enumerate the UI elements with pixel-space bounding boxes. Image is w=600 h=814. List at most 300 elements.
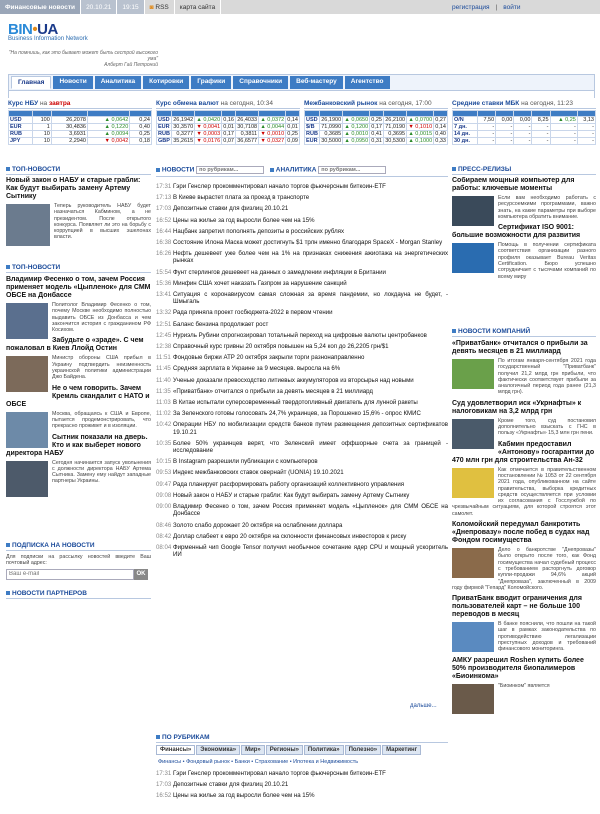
rate-cell: ▼ 0,0042 bbox=[87, 138, 129, 145]
news-row[interactable] bbox=[156, 399, 448, 406]
news-time: 12:45 bbox=[156, 331, 172, 339]
rate-row bbox=[453, 131, 596, 138]
news-title[interactable]: В Киеве вырастет плата за проезд в транспорте bbox=[173, 194, 310, 202]
news-title[interactable]: Индекс межбанковских ставок овернайт (UONIA) 19.10.2021 bbox=[173, 469, 344, 477]
news-time: 08:04 bbox=[156, 543, 172, 551]
headline[interactable]: Собираем мощный компьютер для работы: ключевые моменты bbox=[452, 177, 575, 192]
news-time: 13:32 bbox=[156, 309, 172, 317]
rate-cell: ▲ 0,0420 bbox=[196, 117, 221, 123]
news-time: 10:15 bbox=[156, 458, 172, 466]
rubric-tab-6[interactable]: Маркетинг bbox=[382, 745, 421, 755]
rate-row bbox=[157, 131, 300, 138]
rate-cell: ▲ 0,1220 bbox=[87, 124, 129, 131]
headline[interactable]: Кабмин предоставил «Антонову» госгарантии до 470 млн грн для строительства Ан-32 bbox=[452, 440, 595, 464]
rate-cell: 0,25 bbox=[130, 131, 152, 138]
rubric-subcategories[interactable]: Финансы • Фондовый рынок • Банки • Страхование • Ипотека и Недвижимость bbox=[158, 759, 359, 765]
news-photo[interactable] bbox=[452, 359, 494, 389]
news-title[interactable]: «Приватбанк» отчитался о прибыли за девять месяцев в 21 миллиард bbox=[173, 387, 373, 395]
news-time: 09:08 bbox=[156, 491, 172, 499]
news-row[interactable] bbox=[156, 421, 448, 435]
interbank-rates: Межбанковский рынок на сегодня, 17:00 USD 26,1900 ▲ 0,0650 0,25 26,2100 ▲ 0,0700 0,27 $/B 71,0990 ▲ 0,1200 0,17 71,0190 ▼ 0,1010 0,14 RUB 0,3685 ▲ 0,0010 0,41 0,3695 ▲ 0,0015 0,40 EUR 30,5000 ▲ 0,0950 0,31 30,5300 ▲ 0,1000 0,33 bbox=[304, 100, 446, 144]
site-section-label: Финансовые новости bbox=[0, 0, 81, 14]
currency-code[interactable]: EUR bbox=[9, 124, 33, 131]
news-title[interactable]: Состояние Илона Маска может достигнуть $1 трлн именно благодаря SpaceX - Morgan Stanley bbox=[173, 239, 443, 247]
rate-cell: 0,07 bbox=[223, 138, 234, 144]
news-text: Если вам необходимо работать с ресурсоемкими программами, важно знать, на какие параметры при выборе компьютера обратить внимание. bbox=[498, 195, 596, 220]
headline[interactable]: Забудьте о «зраде». С чем пожаловал в Киев Ллойд Остин bbox=[6, 337, 144, 353]
rate-cell: 30,5300 bbox=[385, 138, 406, 144]
news-title[interactable]: Операции НБУ по мобилизации средств банков путем размещения депозитных сертификатов 19.10.21 bbox=[173, 421, 448, 436]
currency-code[interactable]: EUR bbox=[158, 124, 170, 130]
list-item bbox=[452, 400, 596, 437]
rate-cell: 0,33 bbox=[435, 138, 446, 144]
news-row[interactable] bbox=[156, 469, 448, 476]
news-row[interactable] bbox=[156, 792, 448, 799]
headline[interactable]: ПриватБанк вводит ограничения для пользователей карт – не больше 100 переводов в месяц bbox=[452, 595, 582, 619]
rate-cell: 71,0990 bbox=[321, 124, 342, 130]
list-item bbox=[452, 657, 596, 689]
news-title[interactable]: Новый закон о НАБУ и старые грабли: Как будут выбирать замену Артему Сытнику bbox=[173, 491, 410, 499]
rate-cell: 71,0190 bbox=[385, 124, 406, 130]
rate-cell: 26,1900 bbox=[321, 117, 342, 123]
news-row[interactable] bbox=[156, 321, 448, 328]
rate-cell: ▲ 0,0642 bbox=[87, 117, 129, 124]
news-title[interactable]: Доллар слабеет к евро 20 октября на склонности финансовых инвесторов к риску bbox=[173, 532, 407, 540]
news-row[interactable] bbox=[156, 205, 448, 212]
news-row[interactable] bbox=[156, 377, 448, 384]
headline[interactable]: Владимир Фесенко о том, зачем Россия применяет модель «Цыпленок» для СММ ОБСЕ на Донбассе bbox=[6, 276, 151, 299]
rate-cell: 0,01 bbox=[287, 124, 298, 130]
time-label: 19:15 bbox=[117, 0, 144, 14]
news-row[interactable] bbox=[156, 239, 448, 246]
tab-0[interactable]: Главная bbox=[11, 76, 51, 89]
currency-code[interactable]: 14 дн. bbox=[453, 131, 478, 138]
news-photo[interactable] bbox=[6, 303, 48, 339]
news-photo[interactable] bbox=[452, 419, 494, 449]
news-text: "Биоинком" является bbox=[498, 682, 550, 689]
rate-cell: ▲ 0,0094 bbox=[87, 131, 129, 138]
news-time: 16:38 bbox=[156, 239, 172, 247]
rate-cell: 1 bbox=[32, 124, 51, 131]
news-photo[interactable] bbox=[452, 548, 494, 578]
rate-row bbox=[453, 117, 596, 124]
company-news-header: НОВОСТИ КОМПАНИЙ bbox=[452, 328, 596, 337]
rate-cell: 0,3695 bbox=[384, 131, 407, 138]
rate-cell: - bbox=[514, 124, 532, 131]
headline[interactable]: Коломойский передумал банкротить «Днепровазу» после побед в судах над Фондом госимущества bbox=[452, 521, 590, 545]
news-row[interactable] bbox=[156, 354, 448, 361]
rate-cell: 10 bbox=[32, 131, 51, 138]
analytics-label[interactable]: АНАЛИТИКА bbox=[275, 166, 317, 174]
headline[interactable]: Сертификат ISO 9001: большие возможности для развития bbox=[452, 224, 581, 240]
rate-cell: 0,00 bbox=[514, 117, 532, 124]
news-title[interactable]: Цены на жилье за год выросли более чем на 15% bbox=[173, 216, 315, 224]
rate-cell: 7,50 bbox=[478, 117, 496, 124]
news-title[interactable]: Золото слабо дорожает 20 октября на ослаблении доллара bbox=[173, 521, 343, 529]
rubric-feed bbox=[156, 770, 448, 804]
news-text: Как отмечается в правительственном постановлении № 1053 от 22 сентября 2021 года, опубликованном на сайте правительства, выборка кредитных средств осуществляется при условии их согласования с Госслужбой по чрезвычайным ситуациям, для которой строятся этот самолет. bbox=[452, 466, 596, 517]
analytics-rubric-select[interactable]: по рубрикам... bbox=[318, 166, 386, 174]
rate-cell: 0,3811 bbox=[236, 131, 259, 138]
news-title[interactable]: Минфин США хочет наказать Газпром за нарушение санкций bbox=[173, 279, 347, 287]
news-photo[interactable] bbox=[6, 356, 48, 392]
news-photo[interactable] bbox=[452, 622, 494, 652]
news-row[interactable] bbox=[156, 388, 448, 395]
news-title[interactable]: Гэри Генслер прокомментировал начало торгов фьючерсным биткоин-ETF bbox=[173, 770, 386, 777]
news-text: Сегодня начинается запуск увольнения с должности директора НАБУ Артема Сытника. Замену ему найдут западные партнеры Украины. bbox=[52, 459, 151, 485]
news-time: 15:54 bbox=[156, 268, 172, 276]
currency-code[interactable]: 7 дн. bbox=[453, 124, 478, 131]
subscribe-button[interactable]: OK bbox=[134, 569, 148, 580]
news-title[interactable]: Рада приняла проект госбюджета-2022 в первом чтении bbox=[173, 309, 333, 317]
rate-cell: - bbox=[550, 131, 577, 138]
rss-link[interactable]: ◙ RSS bbox=[145, 0, 175, 14]
rate-cell: 30,5000 bbox=[321, 138, 342, 144]
news-time: 11:40 bbox=[156, 376, 171, 384]
news-text: Москва, обращаясь к США и Европе, пытается продемонстрировать, что прекрасно проживет и в изоляции. bbox=[52, 410, 151, 430]
more-link[interactable]: дальше... bbox=[410, 703, 437, 709]
login-link[interactable]: войти bbox=[503, 3, 521, 11]
news-time: 17:03 bbox=[156, 781, 172, 789]
headline[interactable]: Сытник показали на дверь. Кто и как выберет нового директора НАБУ bbox=[6, 433, 148, 457]
currency-code[interactable]: USD bbox=[158, 117, 170, 123]
news-photo[interactable] bbox=[452, 243, 494, 273]
feed-controls bbox=[156, 166, 448, 177]
tab-3[interactable]: Котировки bbox=[143, 76, 189, 89]
news-title[interactable]: Цены на жилье за год выросли более чем на 15% bbox=[173, 792, 315, 800]
news-row[interactable] bbox=[156, 183, 448, 190]
list-item bbox=[6, 276, 151, 333]
news-title[interactable]: Более 50% украинцев верят, что Зеленский имеет оффшорные счета за границей - исследование bbox=[173, 439, 448, 455]
news-text: Кроме того, суд постановил дополнительно взыскать с ГНС в пользу «Укрнафты» 15,3 млн грн пени. bbox=[498, 417, 596, 437]
rate-cell: 0,14 bbox=[435, 124, 446, 130]
news-feed bbox=[156, 183, 448, 562]
news-row[interactable] bbox=[156, 250, 448, 264]
rate-cell: 0,16 bbox=[223, 117, 234, 123]
news-time: 10:35 bbox=[156, 439, 172, 447]
news-row[interactable] bbox=[156, 280, 448, 287]
news-row[interactable] bbox=[156, 544, 448, 558]
rate-cell: 26,4033 bbox=[237, 117, 258, 123]
rate-row bbox=[157, 124, 300, 131]
news-time: 13:41 bbox=[156, 291, 172, 299]
news-time: 12:38 bbox=[156, 343, 172, 351]
rate-cell: 0,31 bbox=[371, 138, 382, 144]
top-bar: Финансовые новости 20.10.21 19:15 ◙ RSS карта сайта регистрация | войти bbox=[0, 0, 600, 14]
news-row[interactable] bbox=[156, 522, 448, 529]
news-row[interactable] bbox=[156, 503, 448, 517]
news-title[interactable]: Гэри Генслер прокомментировал начало торгов фьючерсным биткоин-ETF bbox=[173, 183, 386, 190]
rate-cell: 0,14 bbox=[287, 117, 298, 123]
news-time: 11:45 bbox=[156, 365, 171, 373]
news-time: 16:52 bbox=[156, 216, 172, 224]
rate-cell: - bbox=[496, 138, 514, 145]
currency-code[interactable]: USD bbox=[306, 117, 318, 123]
rubric-tab-5[interactable]: Полезно» bbox=[345, 745, 382, 755]
rubric-tab-2[interactable]: Мир» bbox=[241, 745, 265, 755]
currency-code[interactable]: GBP bbox=[158, 138, 170, 144]
date-label: 20.10.21 bbox=[81, 0, 117, 14]
top-news-headline[interactable]: Новый закон о НАБУ и старые грабли: Как будут выбирать замену Артему Сытнику bbox=[6, 177, 141, 200]
register-link[interactable]: регистрация bbox=[452, 3, 490, 11]
press-header: ПРЕСС-РЕЛИЗЫ bbox=[452, 166, 596, 175]
news-photo[interactable] bbox=[452, 196, 494, 226]
rate-cell: ▲ 0,1200 bbox=[344, 124, 369, 130]
news-photo[interactable] bbox=[452, 684, 494, 714]
tab-4[interactable]: Графики bbox=[191, 76, 231, 89]
news-title[interactable]: Нацбанк запретил пополнять депозиты в российских рублях bbox=[173, 227, 345, 235]
rate-cell: ▼ 0,0041 bbox=[196, 124, 221, 130]
news-rubric-select[interactable]: по рубрикам... bbox=[196, 166, 264, 174]
news-title[interactable]: Депозитные ставки для физлиц 20.10.21 bbox=[173, 205, 289, 213]
news-row[interactable] bbox=[156, 365, 448, 372]
news-title[interactable]: В Instagram разрешили публикации с компьютеров bbox=[173, 458, 318, 466]
partners-header[interactable]: НОВОСТИ ПАРТНЕРОВ bbox=[6, 590, 151, 599]
subscribe-header: ПОДПИСКА НА НОВОСТИ bbox=[6, 542, 151, 551]
rubric-tab-3[interactable]: Регионы» bbox=[266, 745, 303, 755]
rate-cell: - bbox=[577, 124, 595, 131]
news-row[interactable] bbox=[156, 332, 448, 339]
site-logo[interactable]: BIN•UA Business Information Network bbox=[8, 21, 88, 42]
rate-cell: 26,2100 bbox=[385, 117, 406, 123]
subscribe-block bbox=[6, 554, 151, 580]
news-row[interactable] bbox=[156, 217, 448, 224]
news-row[interactable] bbox=[156, 781, 448, 788]
news-time: 16:52 bbox=[156, 792, 172, 800]
rate-row bbox=[9, 117, 152, 124]
cash-rates: Курс обмена валют на сегодня, 10:34 USD 26,1942 ▲ 0,0420 0,16 26,4033 ▲ 0,0372 0,14 EUR 30,3570 ▼ 0,0041 0,01 30,7108 ▲ 0,0044 0,01 RUB 0,3277 ▼ 0,0003 0,17 0,3811 ▼ 0,0010 0,25 GBP 35,2615 ▼ 0,0176 0,07 36,6577 ▼ 0,0327 0,09 bbox=[156, 100, 298, 144]
rate-cell: 0,25 bbox=[371, 117, 382, 123]
rate-row bbox=[9, 131, 152, 138]
news-title[interactable]: Нуриэль Рубини спрогнозировал тотальный переход на цифровые валюты центробанков bbox=[173, 331, 427, 339]
rate-cell: 0,24 bbox=[130, 117, 152, 124]
rate-row bbox=[9, 124, 152, 131]
logo-subtitle: Business Information Network bbox=[8, 36, 88, 42]
rate-cell: ▲ 0,0700 bbox=[408, 117, 433, 123]
rate-cell: 0,27 bbox=[435, 117, 446, 123]
rate-row bbox=[9, 138, 152, 145]
news-row[interactable] bbox=[156, 481, 448, 488]
rate-cell: 0,18 bbox=[130, 138, 152, 145]
news-text: В банке пояснили, что пошли на такой шаг в рамках законодательства по противодействию легализации преступных доходов и требований финансового мониторинга. bbox=[498, 621, 596, 653]
rate-cell: ▼ 0,0176 bbox=[196, 138, 221, 144]
rate-cell: ▲ 0,0010 bbox=[344, 131, 369, 137]
rate-cell: ▼ 0,0327 bbox=[260, 138, 285, 144]
rate-cell: - bbox=[496, 131, 514, 138]
rate-cell: - bbox=[478, 138, 496, 145]
currency-code[interactable]: RUB bbox=[9, 131, 33, 138]
rate-cell: 0,3685 bbox=[320, 131, 343, 138]
rate-cell: - bbox=[478, 124, 496, 131]
rubric-tabs bbox=[156, 745, 448, 755]
rate-cell: 0,3277 bbox=[172, 131, 195, 138]
rate-cell: 0,09 bbox=[287, 138, 298, 144]
news-time: 11:02 bbox=[156, 410, 171, 418]
headline[interactable]: АМКУ разрешил Roshen купить более 50% производителя биопалимеров «Биоинкома» bbox=[452, 656, 584, 680]
rubric-tab-0[interactable]: Финансы» bbox=[156, 745, 195, 755]
news-text: Дело о банкротстве "Днепровазы" было открыто после того, как Фонд госимущества начал судебный процесс с требованием расторгнуть договор купли-продажи 94,6% акций "Днепроваза", заключенный в 2009 году фирмой "Гепард" Коломойского. bbox=[452, 547, 596, 591]
rate-cell: 0,17 bbox=[371, 124, 382, 130]
top-news-photo[interactable] bbox=[6, 204, 50, 246]
rate-cell: ▼ 0,0003 bbox=[196, 131, 221, 137]
headline[interactable]: Суд удовлетворил иск «Укрнафты» к налоговикам на 3,2 млрд грн bbox=[452, 399, 582, 415]
rate-cell: 30,3570 bbox=[173, 124, 194, 130]
tab-5[interactable]: Справочники bbox=[233, 76, 288, 89]
tab-7[interactable]: Агентство bbox=[345, 76, 390, 89]
currency-code[interactable]: RUB bbox=[306, 131, 318, 137]
news-time: 12:51 bbox=[156, 320, 172, 328]
news-text: Политолог Владимир Фесенко о том, почему Москве необходимо полностью выдавить ОБСЕ из Донбасса и чем закончится история с гражданином РФ Косихом. bbox=[52, 302, 151, 334]
rate-cell: ▲ 0,0950 bbox=[344, 138, 369, 144]
news-title[interactable]: Средняя зарплата в Украине за 9 месяцев. выросла на 6% bbox=[173, 365, 341, 373]
rate-cell: - bbox=[514, 138, 532, 145]
news-time: 08:42 bbox=[156, 532, 172, 540]
rate-cell: ▲ 0,0044 bbox=[260, 124, 285, 130]
rate-cell: - bbox=[532, 131, 550, 138]
top-news2-header: ТОП-НОВОСТИ bbox=[6, 264, 151, 273]
rate-cell: 26,2078 bbox=[51, 117, 87, 124]
headline[interactable]: «Приватбанк» отчитался о прибыли за девять месяцев в 21 миллиард bbox=[452, 340, 588, 355]
rate-cell: - bbox=[577, 131, 595, 138]
rate-cell: 0,17 bbox=[223, 131, 234, 137]
currency-code[interactable]: EUR bbox=[306, 138, 318, 144]
rate-cell: 0,00 bbox=[496, 117, 514, 124]
currency-code[interactable]: USD bbox=[9, 117, 33, 124]
rate-row bbox=[305, 124, 448, 131]
rate-cell: - bbox=[550, 138, 577, 145]
rate-cell: 35,2615 bbox=[173, 138, 194, 144]
rate-cell: 2,2940 bbox=[51, 138, 87, 145]
news-time: 11:03 bbox=[156, 399, 171, 407]
news-time: 17:13 bbox=[156, 194, 172, 202]
headline[interactable]: Не о чем говорить. Зачем Кремль скандалит с НАТО и ОБСЕ bbox=[6, 384, 150, 408]
rate-cell: 0,40 bbox=[130, 124, 152, 131]
rate-cell: 36,6577 bbox=[237, 138, 258, 144]
list-item bbox=[452, 521, 596, 591]
news-row[interactable] bbox=[156, 410, 448, 417]
currency-code[interactable]: $/B bbox=[305, 124, 320, 131]
news-title[interactable]: Баланс бензина продолжает рост bbox=[173, 320, 269, 328]
news-row[interactable] bbox=[156, 194, 448, 201]
news-row[interactable] bbox=[156, 291, 448, 305]
news-title[interactable]: Фондовые биржи АТР 20 октября закрыли торги разнонаправленно bbox=[173, 354, 365, 362]
news-label[interactable]: НОВОСТИ bbox=[161, 166, 195, 174]
company-news-list bbox=[452, 340, 596, 814]
news-row[interactable] bbox=[156, 440, 448, 454]
currency-code[interactable]: RUB bbox=[158, 131, 170, 137]
news-title[interactable]: Нефть дешевеет уже более чем на 1% на признаках снижения ажиотажа на энергетических рынках bbox=[173, 250, 448, 265]
currency-code[interactable]: O/N bbox=[453, 117, 478, 124]
list-item bbox=[452, 224, 596, 280]
news-photo[interactable] bbox=[452, 468, 494, 498]
rate-cell: 100 bbox=[32, 117, 51, 124]
news-time: 11:51 bbox=[156, 354, 171, 362]
rate-cell: 8,25 bbox=[532, 117, 550, 124]
news-title[interactable]: Фунт стерлингов дешевеет на данных о замедлении инфляции в Британии bbox=[173, 268, 386, 276]
news-title[interactable]: Справочный курс гривны 20 октября повышен на 5,24 коп до 26,2205 грн/$1 bbox=[173, 343, 389, 351]
news-row[interactable] bbox=[156, 343, 448, 350]
rate-cell: 0,41 bbox=[371, 131, 382, 137]
news-title[interactable]: Владимир Фесенко о том, зачем Россия применяет модель «Цыпленок» для СММ ОБСЕ на Донбассе bbox=[173, 503, 448, 518]
header-quote: "На помнишь, как это бывает может быть сестрой высокого ума" Алберт Гай Петроний bbox=[8, 50, 158, 68]
press-list bbox=[452, 177, 596, 325]
rate-cell: - bbox=[550, 124, 577, 131]
rate-cell: 3,13 bbox=[577, 117, 595, 124]
news-row[interactable] bbox=[156, 228, 448, 235]
subscribe-hint: Для подписки на рассылку новостей введите Ваш почтовый адрес: bbox=[6, 554, 151, 567]
news-title[interactable]: Ученые доказали превосходство литиевых аккумуляторов из вторсырья над новыми bbox=[173, 376, 414, 384]
news-row[interactable] bbox=[156, 309, 448, 316]
news-title[interactable]: В Китае испытали суперсовременный твердотопливный двигатель для лунной ракеты bbox=[173, 399, 418, 407]
sitemap-link[interactable]: карта сайта bbox=[175, 0, 221, 14]
rate-cell: ▲ 0,25 bbox=[550, 117, 577, 124]
currency-code[interactable]: 30 дн. bbox=[453, 138, 478, 145]
news-row[interactable] bbox=[156, 492, 448, 499]
rate-cell: ▲ 0,0650 bbox=[344, 117, 369, 123]
rubric-tab-1[interactable]: Экономика» bbox=[196, 745, 240, 755]
tab-2[interactable]: Аналитика bbox=[95, 76, 141, 89]
news-title[interactable]: Рада планирует расформировать работу организаций коллективного управления bbox=[173, 480, 405, 488]
top-news-header: ТОП-НОВОСТИ bbox=[6, 166, 151, 175]
news-row[interactable] bbox=[156, 533, 448, 540]
news-row[interactable] bbox=[156, 269, 448, 276]
rubrics-header: ПО РУБРИКАМ bbox=[156, 734, 448, 743]
rate-cell: - bbox=[514, 131, 532, 138]
news-row[interactable] bbox=[156, 458, 448, 465]
rate-row bbox=[157, 138, 300, 145]
top-news-block bbox=[6, 177, 151, 247]
news-title[interactable]: Ситуация с коронавирусом самая сложная за время пандемии, но локдауна не будет, - Шмыгаль bbox=[173, 291, 448, 306]
rate-row bbox=[453, 124, 596, 131]
rate-cell: - bbox=[532, 138, 550, 145]
rate-row bbox=[453, 138, 596, 145]
news-photo[interactable] bbox=[6, 461, 48, 497]
rate-cell: ▲ 0,1000 bbox=[408, 138, 433, 144]
currency-code[interactable]: JPY bbox=[9, 138, 33, 145]
news-time: 16:44 bbox=[156, 227, 172, 235]
list-item bbox=[452, 340, 596, 396]
tab-6[interactable]: Веб-мастеру bbox=[290, 76, 343, 89]
rate-cell: - bbox=[496, 124, 514, 131]
news-time: 09:53 bbox=[156, 469, 172, 477]
top-news-text: Теперь руководитель НАБУ будет назначаться Кабмином, а не президентом. После открытого конкурса. Появляет ли это на борьбу с коррупцией в высших эшелонах власти. bbox=[54, 203, 151, 241]
rate-row bbox=[305, 138, 448, 145]
news-time: 17:03 bbox=[156, 205, 172, 213]
news-title[interactable]: Фирменный чип Google Tensor получил необычное сочетание ядер CPU и мощный ускоритель ИИ bbox=[173, 543, 448, 559]
rate-row bbox=[305, 131, 448, 138]
rate-cell: 30,7108 bbox=[237, 124, 258, 130]
rate-row bbox=[157, 117, 300, 124]
news-text: По итогам января-сентября 2021 года государственный "Приватбанк" получил 21,2 млрд грн прибыли, что фактически соответствует прибыли за аналогичный период года ранее (21,3 млрд грн). bbox=[498, 358, 596, 396]
rate-cell: ▲ 0,0015 bbox=[408, 131, 433, 137]
tab-1[interactable]: Новости bbox=[53, 76, 92, 89]
rubric-tab-4[interactable]: Политика» bbox=[304, 745, 344, 755]
news-time: 11:35 bbox=[156, 387, 171, 395]
news-photo[interactable] bbox=[6, 412, 48, 448]
news-text: Министр обороны США прибыл в Украину подтвердить неизменность украинской политики администрации Джо Байдена. bbox=[52, 355, 151, 381]
rate-cell: ▼ 0,1010 bbox=[408, 124, 433, 130]
rate-cell: ▼ 0,0010 bbox=[260, 131, 285, 137]
rate-cell: 10 bbox=[32, 138, 51, 145]
news-time: 16:26 bbox=[156, 250, 172, 258]
email-field[interactable] bbox=[6, 569, 134, 580]
news-title[interactable]: Депозитные ставки для физлиц 20.10.21 bbox=[173, 781, 289, 789]
rate-row bbox=[305, 117, 448, 124]
rate-cell: - bbox=[577, 138, 595, 145]
rate-cell: 0,01 bbox=[223, 124, 234, 130]
news-title[interactable]: За Зеленского готовы голосовать 24,7% украинцев, за Порошенко 15,6% - опрос КМИС bbox=[173, 410, 421, 418]
news-row[interactable] bbox=[156, 770, 448, 777]
